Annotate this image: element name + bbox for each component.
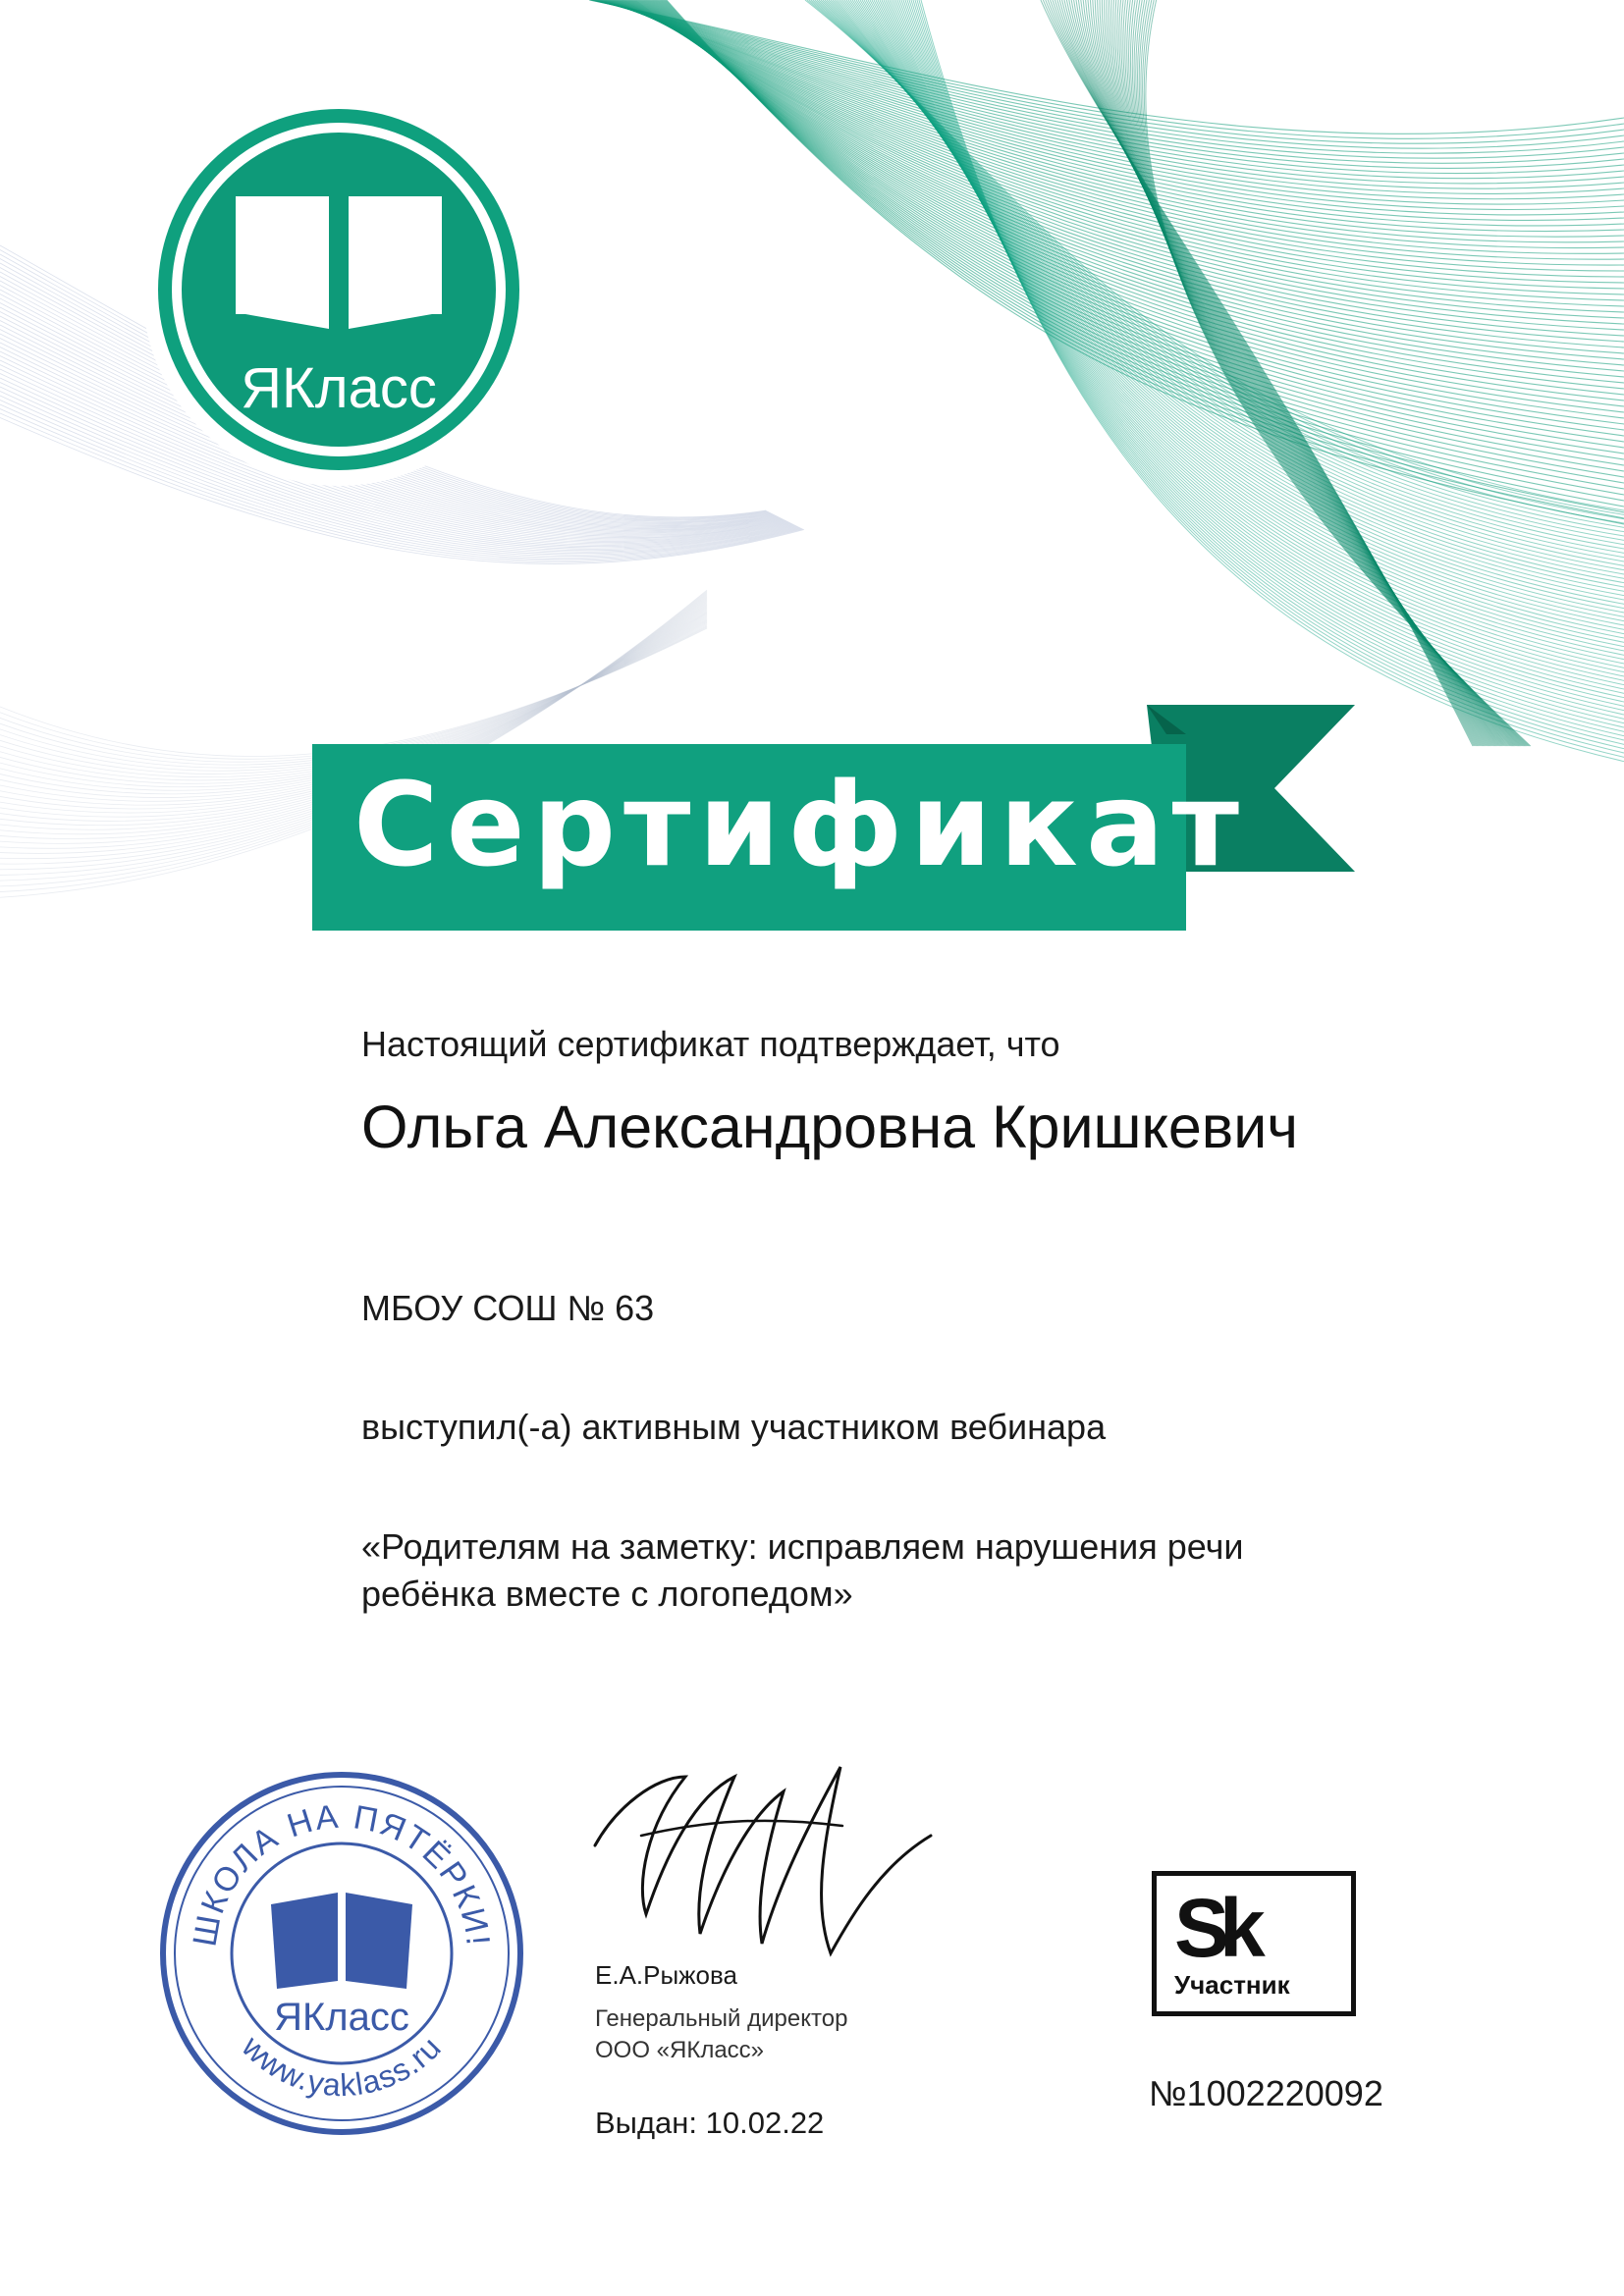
wave-line — [866, 0, 1624, 642]
webinar-title-line: ребёнка вместе с логопедом» — [361, 1574, 853, 1614]
organization: МБОУ СОШ № 63 — [361, 1288, 655, 1328]
signer-company: ООО «ЯКласс» — [595, 2037, 765, 2063]
webinar-title — [361, 1523, 1243, 1618]
certificate-number: №1002220092 — [1149, 2073, 1383, 2113]
wave-line — [1105, 0, 1505, 746]
certificate-title: Сертификат — [353, 757, 1248, 892]
stamp-top-text: ШКОЛА НА ПЯТЁРКИ! — [186, 1797, 497, 1949]
wave-line — [899, 0, 1624, 715]
recipient-name: Ольга Александровна Кришкевич — [361, 1094, 1299, 1160]
participation-text: выступил(-а) активным участником вебинара — [361, 1407, 1107, 1447]
signer-name: Е.А.Рыжова — [595, 1960, 737, 1990]
wave-line — [852, 0, 1624, 613]
skolkovo-label: Участник — [1174, 1970, 1290, 2000]
wave-line — [893, 0, 1624, 702]
skolkovo-logo: Sk — [1174, 1882, 1256, 1974]
skolkovo-badge — [1152, 1871, 1356, 2016]
stamp-center-text: ЯКласс — [274, 1996, 409, 2039]
svg-text:www.yaklass.ru — [235, 2028, 448, 2103]
wave-line — [913, 0, 1624, 744]
wave-line — [1100, 0, 1502, 746]
wave-line — [1088, 0, 1496, 746]
wave-line — [915, 0, 1624, 749]
wave-line — [1134, 0, 1522, 746]
signature — [587, 1737, 941, 1983]
wave-line — [1081, 0, 1493, 746]
yaklass-logo — [137, 88, 540, 491]
logo-text: ЯКласс — [241, 356, 437, 420]
webinar-title-line: «Родителям на заметку: исправляем нарушения речи — [361, 1526, 1244, 1567]
wave-line — [1146, 0, 1531, 746]
signer-title: Генеральный директор — [595, 2005, 848, 2032]
yaklass-stamp — [155, 1767, 528, 2140]
wave-line — [848, 0, 1624, 604]
wave-line — [919, 0, 1624, 757]
stamp-bottom-text: www.yaklass.ru — [235, 2028, 449, 2104]
stamp-book-icon — [271, 1893, 412, 1989]
svg-text:ШКОЛА НА ПЯТЁРКИ! — [187, 1798, 497, 1949]
confirm-line: Настоящий сертификат подтверждает, что — [361, 1024, 1060, 1064]
issue-date: Выдан: 10.02.22 — [595, 2106, 825, 2140]
